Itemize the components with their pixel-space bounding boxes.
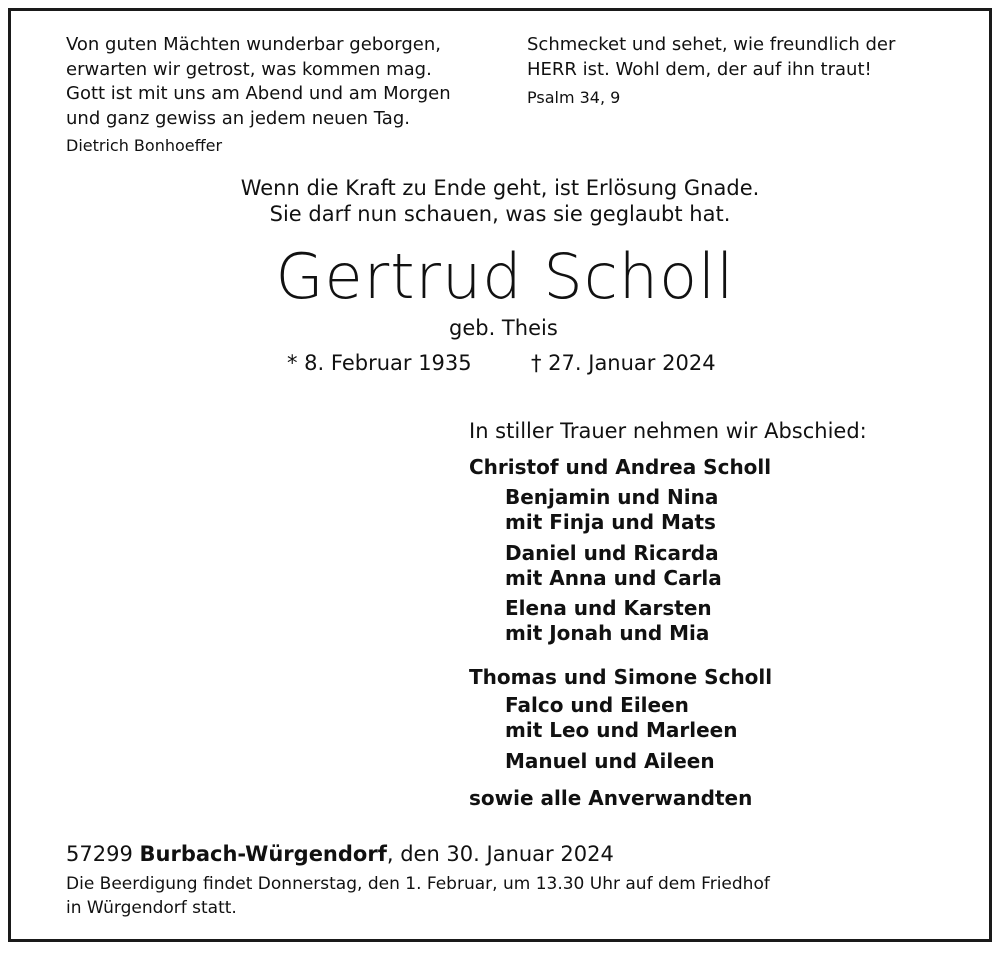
quote-right-source: Psalm 34, 9 — [527, 88, 621, 107]
quote-left-line: Von guten Mächten wunderbar geborgen, — [66, 34, 441, 55]
quote-right-line: Schmecket und sehet, wie freundlich der — [527, 34, 896, 55]
quote-left-line: und ganz gewiss an jedem neuen Tag. — [66, 107, 410, 129]
quote-left-line: erwarten wir getrost, was kommen mag. — [66, 58, 432, 80]
mourners-closing: sowie alle Anverwandten — [469, 786, 753, 810]
motto-line: Sie darf nun schauen, was sie geglaubt hat. — [269, 202, 731, 226]
funeral-info — [66, 872, 770, 920]
family-member: mit Jonah und Mia — [505, 621, 710, 645]
family-head: Thomas und Simone Scholl — [469, 665, 773, 689]
birth-date: * 8. Februar 1935 — [287, 351, 472, 375]
quote-right-line: HERR ist. Wohl dem, der auf ihn traut! — [527, 58, 872, 80]
family-head: Christof und Andrea Scholl — [469, 455, 772, 479]
quote-left-line: Gott ist mit uns am Abend und am Morgen — [66, 83, 451, 104]
quote-left — [66, 33, 451, 131]
quote-left-author: Dietrich Bonhoeffer — [66, 136, 223, 155]
deceased-name: Gertrud Scholl — [275, 240, 735, 313]
mourners-intro: In stiller Trauer nehmen wir Abschied: — [469, 419, 867, 443]
quote-right — [527, 33, 895, 82]
death-date: † 27. Januar 2024 — [531, 351, 716, 375]
funeral-line: in Würgendorf statt. — [66, 898, 237, 918]
family-member: mit Leo und Marleen — [505, 718, 738, 742]
motto-line: Wenn die Kraft zu Ende geht, ist Erlösung Gnade. — [240, 176, 760, 200]
family-member: mit Anna und Carla — [505, 566, 722, 590]
funeral-line: Die Beerdigung findet Donnerstag, den 1. Februar, um 13.30 Uhr auf dem Friedhof — [66, 874, 770, 894]
family-member: mit Finja und Mats — [505, 510, 716, 534]
town: Burbach-Würgendorf — [139, 842, 387, 866]
family-member: Manuel und Aileen — [505, 749, 715, 773]
notice-date: , den 30. Januar 2024 — [386, 842, 614, 866]
family-member: Falco und Eileen — [505, 693, 689, 717]
family-member: Daniel und Ricarda — [505, 541, 719, 565]
maiden-name: geb. Theis — [449, 316, 558, 340]
family-member: Benjamin und Nina — [505, 485, 719, 509]
place-date-line — [66, 842, 614, 866]
motto — [0, 175, 1000, 227]
zip-code: 57299 — [66, 842, 133, 866]
family-member: Elena und Karsten — [505, 596, 712, 620]
